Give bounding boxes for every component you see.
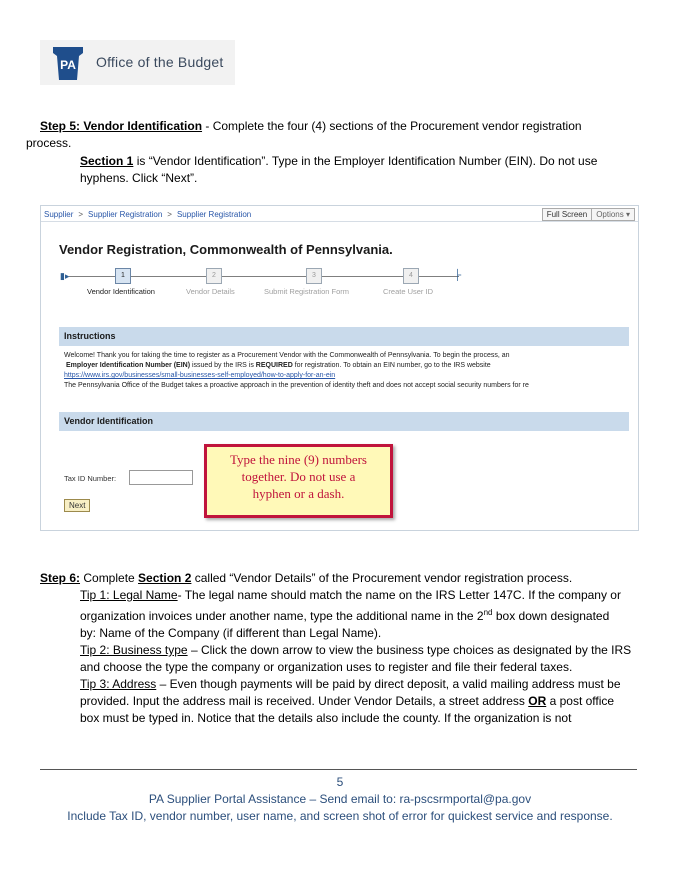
tip1-paragraph bbox=[80, 587, 640, 727]
instr-text-2: for registration. To obtain an EIN number, go to the IRS website bbox=[292, 362, 491, 369]
breadcrumb-item-supplier[interactable]: Supplier bbox=[44, 210, 74, 219]
step-4-label: Create User ID bbox=[383, 287, 434, 296]
page-number: 5 bbox=[336, 775, 344, 789]
callout-line-2: together. Do not use a bbox=[241, 469, 356, 484]
instructions-line-4: The Pennsylvania Office of the Budget takes a proactive approach in the prevention of identity theft and does not accept social security numbers for re bbox=[64, 382, 529, 389]
logo-text: Office of the Budget bbox=[96, 54, 224, 70]
tip3-line2: provided. Input the address mail is received. Under Vendor Details, a street address bbox=[80, 694, 529, 708]
tip2-label: Tip 2: Business type bbox=[80, 643, 188, 657]
tip3-line2b: a post office bbox=[546, 694, 615, 708]
top-divider bbox=[41, 221, 638, 222]
tip3-line3: box must be typed in. Notice that the details also include the county. If the organization is not bbox=[80, 711, 572, 725]
section2-label: Section 2 bbox=[138, 571, 192, 585]
step-1-label: Vendor Identification bbox=[87, 287, 155, 296]
breadcrumb bbox=[44, 210, 251, 219]
instructions-line-1: Welcome! Thank you for taking the time to register as a Procurement Vendor with the Commonwealth of Pennsylvania. To begin the process, an bbox=[64, 352, 510, 359]
vendor-registration-screenshot bbox=[40, 205, 639, 531]
footer-divider bbox=[40, 769, 637, 770]
instructions-line-2 bbox=[64, 361, 636, 371]
step6-pre: Complete bbox=[80, 571, 139, 585]
step5-paragraph bbox=[40, 118, 640, 135]
logo-badge-text: PA bbox=[60, 58, 76, 72]
tip1-line2b: box down designated bbox=[492, 609, 610, 623]
tip3-or: OR bbox=[528, 694, 547, 708]
footer-assistance-text: PA Supplier Portal Assistance – Send email to: bbox=[148, 792, 400, 806]
step5-label: Step 5: Vendor Identification bbox=[40, 119, 203, 133]
callout-line-3: hyphen or a dash. bbox=[252, 486, 345, 501]
next-button[interactable]: Next bbox=[64, 499, 90, 512]
step6-label: Step 6: bbox=[40, 571, 81, 585]
options-button[interactable]: Options ▾ bbox=[592, 208, 635, 221]
section1-label: Section 1 bbox=[80, 154, 134, 168]
breadcrumb-separator: > bbox=[78, 210, 84, 219]
tip2-line1: – Click the down arrow to view the business type choices as designated by the IRS bbox=[187, 643, 632, 657]
tip3-label: Tip 3: Address bbox=[80, 677, 157, 691]
section1-paragraph bbox=[80, 153, 640, 170]
step-3-box: 3 bbox=[306, 268, 322, 284]
step-2-box: 2 bbox=[206, 268, 222, 284]
footer-line-2: Include Tax ID, vendor number, user name, and screen shot of error for quickest service and response. bbox=[67, 809, 613, 823]
breadcrumb-separator: > bbox=[167, 210, 172, 219]
step-2-label: Vendor Details bbox=[186, 287, 235, 296]
tip3-line1: – Even though payments will be paid by direct deposit, a valid mailing address must be bbox=[156, 677, 621, 691]
step6-paragraph bbox=[40, 570, 640, 587]
footer-line-1 bbox=[0, 791, 680, 808]
roadmap-end-icon: ├ bbox=[454, 270, 462, 281]
step-1-box[interactable]: 1 bbox=[115, 268, 131, 284]
instructions-text bbox=[64, 351, 636, 391]
full-screen-button[interactable]: Full Screen bbox=[542, 208, 592, 221]
breadcrumb-item-supplier-registration-current[interactable]: Supplier Registration bbox=[176, 210, 252, 219]
irs-link[interactable]: https://www.irs.gov/businesses/small-businesses-self-employed/how-to-apply-for-an-ein bbox=[64, 372, 336, 379]
tip1-sup: nd bbox=[483, 608, 493, 617]
tip2-line2: and choose the type the company or organization uses to register and file their federal taxes. bbox=[80, 660, 573, 674]
vendor-identification-header: Vendor Identification bbox=[59, 412, 629, 431]
tip1-line3: by: Name of the Company (if different than Legal Name). bbox=[80, 626, 382, 640]
step-3-label: Submit Registration Form bbox=[264, 287, 350, 296]
tip1-label: Tip 1: Legal Name bbox=[80, 588, 178, 602]
ein-bold: Employer Identification Number (EIN) bbox=[65, 362, 191, 369]
tip1-line2a: organization invoices under another name, type the additional name in the 2 bbox=[80, 609, 484, 623]
step6-post: called “Vendor Details” of the Procurement vendor registration process. bbox=[191, 571, 573, 585]
callout-note bbox=[204, 444, 393, 518]
instructions-header: Instructions bbox=[59, 327, 629, 346]
support-email-link[interactable]: ra-pscsrmportal@pa.gov bbox=[399, 792, 532, 806]
section1-text1: is “Vendor Identification”. Type in the Employer Identification Number (EIN). Do not use bbox=[133, 154, 598, 168]
required-bold: REQUIRED bbox=[255, 362, 293, 369]
breadcrumb-item-supplier-registration[interactable]: Supplier Registration bbox=[88, 210, 163, 219]
callout-line-1: Type the nine (9) numbers bbox=[230, 452, 367, 467]
keystone-icon bbox=[53, 47, 83, 80]
step-4-box: 4 bbox=[403, 268, 419, 284]
registration-title: Vendor Registration, Commonwealth of Pennsylvania. bbox=[59, 242, 393, 257]
screen-options bbox=[542, 208, 635, 221]
instr-text: issued by the IRS is bbox=[190, 362, 256, 369]
tax-id-label: Tax ID Number: bbox=[64, 474, 117, 483]
step5-text-line2: process. bbox=[26, 136, 72, 150]
tip1-line1: - The legal name should match the name on the IRS Letter 147C. If the company or bbox=[177, 588, 621, 602]
office-of-budget-logo bbox=[40, 40, 235, 85]
section1-text2: hyphens. Click “Next”. bbox=[80, 171, 198, 185]
roadmap-start-icon: ▮▸ bbox=[60, 271, 70, 281]
tax-id-input[interactable] bbox=[129, 470, 193, 485]
step5-text: - Complete the four (4) sections of the Procurement vendor registration bbox=[202, 119, 582, 133]
